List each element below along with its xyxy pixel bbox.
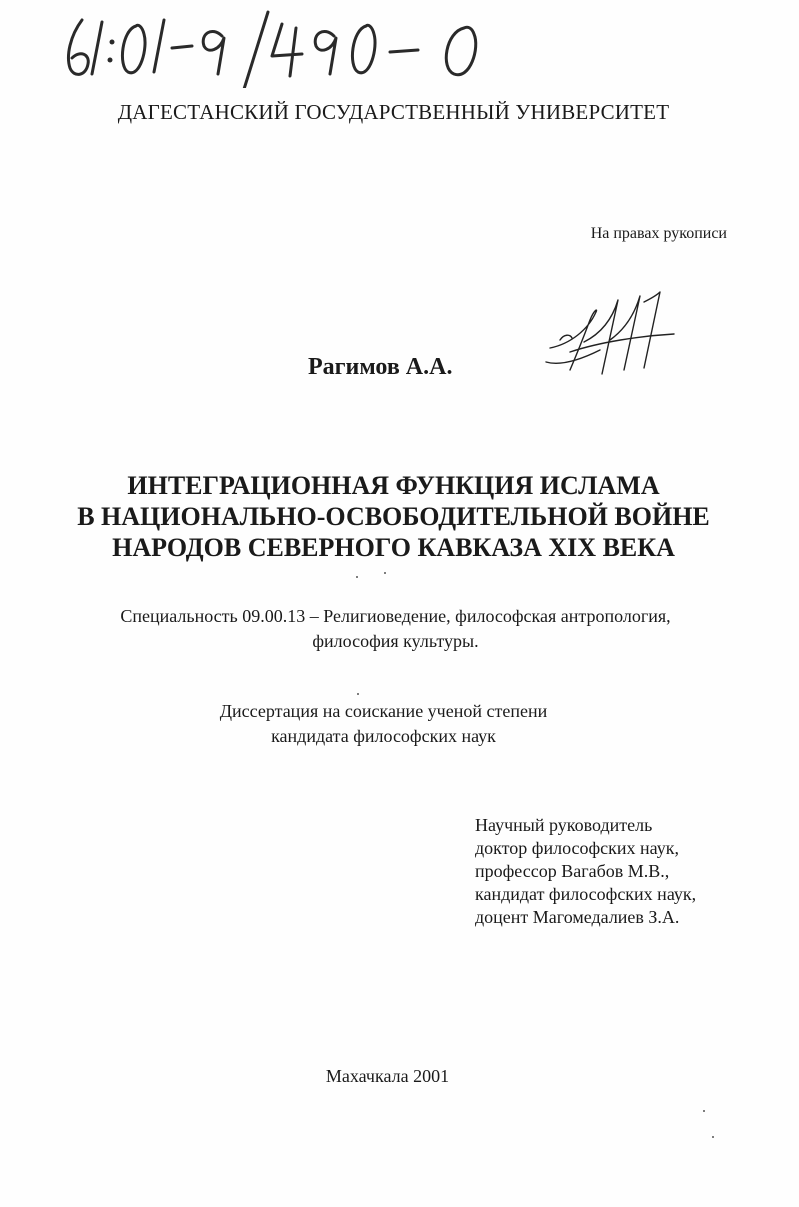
- scan-speck: [356, 576, 358, 578]
- advisor-line: профессор Вагабов М.В.,: [475, 861, 670, 881]
- scan-speck: [703, 1110, 705, 1112]
- signature: [540, 290, 680, 380]
- city-year: Махачкала 2001: [325, 1066, 450, 1086]
- specialty-line: Специальность 09.00.13 – Религиоведение, философская антропология,: [120, 606, 671, 626]
- degree-line: Диссертация на соискание ученой степени: [219, 701, 548, 721]
- scientific-advisors: [475, 814, 696, 929]
- author-name: Рагимов А.А.: [308, 354, 453, 380]
- degree-statement: [0, 699, 783, 749]
- scan-speck: [357, 693, 359, 695]
- title-line: ИНТЕГРАЦИОННАЯ ФУНКЦИЯ ИСЛАМА: [127, 471, 660, 500]
- advisor-line: доцент Магомедалиев З.А.: [475, 907, 680, 927]
- rights-note: На правах рукописи: [590, 225, 727, 242]
- specialty: [0, 604, 795, 654]
- advisor-line: Научный руководитель: [475, 815, 653, 835]
- title-line: НАРОДОВ СЕВЕРНОГО КАВКАЗА XIX ВЕКА: [112, 533, 675, 562]
- advisor-line: кандидат философских наук,: [475, 884, 697, 904]
- scan-speck: [712, 1136, 714, 1138]
- dissertation-title: [0, 470, 793, 563]
- specialty-line: философия культуры.: [312, 631, 479, 651]
- title-line: В НАЦИОНАЛЬНО-ОСВОБОДИТЕЛЬНОЙ ВОЙНЕ: [77, 502, 710, 531]
- university-name: ДАГЕСТАНСКИЙ ГОСУДАРСТВЕННЫЙ УНИВЕРСИТЕТ: [117, 100, 670, 124]
- advisor-line: доктор философских наук,: [475, 838, 679, 858]
- scan-speck: [384, 572, 386, 574]
- degree-line: кандидата философских наук: [271, 726, 496, 746]
- handwritten-archive-code: [62, 8, 502, 88]
